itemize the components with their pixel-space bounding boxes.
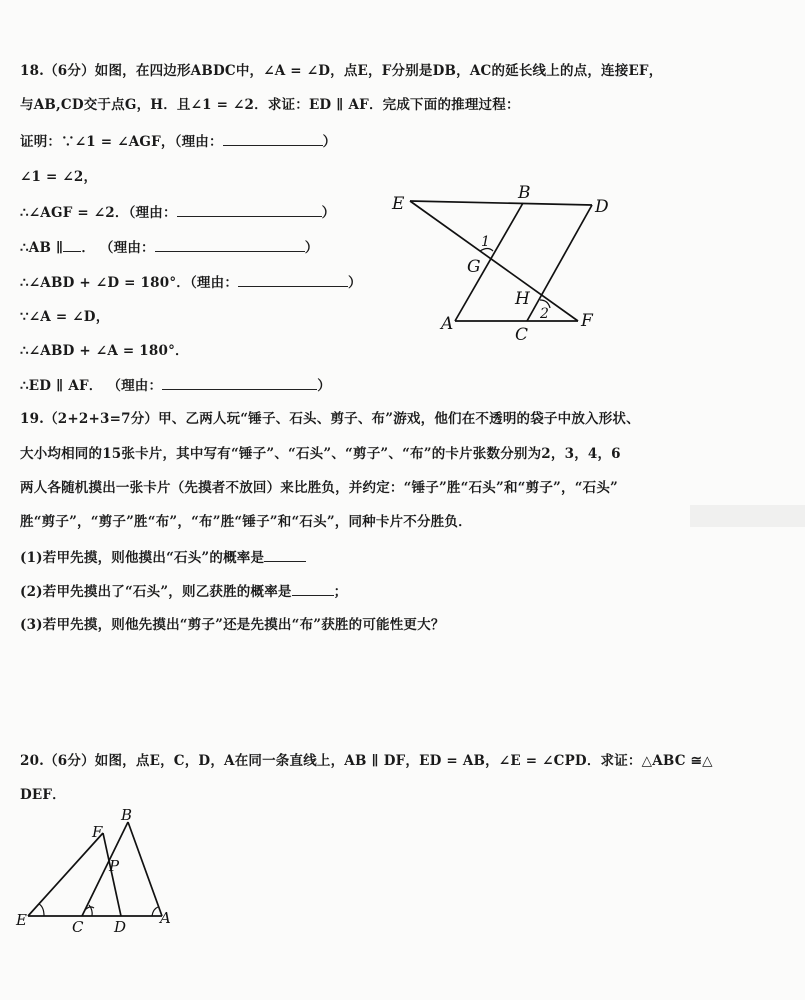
q20-label-c: C	[72, 918, 84, 936]
q18-step-2: ∠1 = ∠2，	[20, 169, 98, 185]
q19-part-1	[20, 548, 306, 567]
q20-label-e: E	[16, 911, 27, 929]
q20-label-b: B	[121, 806, 133, 824]
q18-label-2: 2	[540, 306, 549, 322]
q18-step-3	[20, 203, 335, 222]
q19-part-1-text: (1)若甲先摸，则他摸出“石头”的概率是	[20, 550, 265, 566]
q18-step-7: ∴∠ABD + ∠A = 180°．	[20, 343, 189, 359]
q18-label-1: 1	[481, 234, 490, 250]
q18-step-4-mid: ． （理由：	[81, 240, 155, 256]
q20-angle-a-arc	[152, 907, 158, 916]
q20-segment-ef	[28, 833, 103, 916]
q18-step-1-text: 证明：∵∠1 = ∠AGF，（理由：	[20, 134, 223, 150]
q18-step-8-close: ）	[317, 378, 331, 394]
q18-blank-1[interactable]	[223, 132, 323, 146]
q20-figure	[10, 800, 190, 940]
q18-blank-2[interactable]	[177, 203, 322, 217]
q20-label-p: P	[109, 857, 120, 875]
q19-text-line-1: 19.（2+2+3=7分）甲、乙两人玩“锤子、石头、剪子、布”游戏，他们在不透明的袋子中放入形状、	[20, 411, 640, 427]
scan-smudge	[690, 505, 805, 527]
q19-blank-1[interactable]	[264, 548, 306, 562]
q20-text-line-2: DEF．	[20, 787, 66, 803]
q18-label-c: C	[515, 325, 529, 345]
q19-part-2	[20, 582, 347, 601]
q18-label-d: D	[595, 197, 609, 217]
q18-step-1	[20, 132, 336, 151]
q18-segment-ed	[410, 201, 592, 205]
q18-segment-cd	[527, 205, 592, 321]
q18-step-1-close: ）	[322, 134, 337, 150]
q18-step-6: ∵∠A = ∠D，	[20, 309, 110, 325]
q18-figure	[380, 176, 610, 346]
q20-segment-ba	[128, 822, 162, 916]
q19-part-2-text: (2)若甲先摸出了“石头”，则乙获胜的概率是	[20, 584, 292, 600]
q18-step-5-close: ）	[348, 275, 362, 291]
q18-step-8	[20, 376, 331, 395]
q18-segment-ef	[410, 201, 578, 321]
q19-text-line-3: 两人各随机摸出一张卡片（先摸者不放回）来比胜负，并约定：“锤子”胜“石头”和“剪子”，“石头”	[20, 480, 619, 496]
q18-label-a: A	[441, 314, 454, 334]
q18-step-5	[20, 273, 362, 292]
q18-blank-3[interactable]	[63, 238, 81, 252]
q18-step-4-close: ）	[304, 240, 319, 256]
q18-label-e: E	[392, 194, 405, 214]
q18-step-4	[20, 238, 318, 257]
q18-step-8-text: ∴ED ∥ AF． （理由：	[20, 378, 163, 394]
q18-label-h: H	[515, 289, 530, 309]
q20-label-f: F	[92, 823, 103, 841]
q18-blank-5[interactable]	[238, 273, 348, 287]
q19-part-3: (3)若甲先摸，则他先摸出“剪子”还是先摸出“布”获胜的可能性更大？	[20, 617, 445, 633]
q19-text-line-4: 胜“剪子”，“剪子”胜“布”，“布”胜“锤子”和“石头”，同种卡片不分胜负．	[20, 514, 472, 530]
q20-label-d: D	[114, 918, 127, 936]
q20-angle-e-arc	[39, 904, 44, 916]
q18-step-5-text: ∴∠ABD + ∠D = 180°．（理由：	[20, 275, 239, 291]
q18-step-3-text: ∴∠AGF = ∠2．（理由：	[20, 205, 177, 221]
q18-segment-ab	[455, 203, 523, 321]
q18-text-line-2: 与AB,CD交于点G，H．且∠1 = ∠2．求证：ED ∥ AF．完成下面的推理过程：	[20, 97, 520, 113]
q19-part-2-end: ；	[333, 584, 348, 600]
q19-blank-2[interactable]	[292, 582, 334, 596]
q18-blank-6[interactable]	[162, 376, 317, 390]
q18-label-g: G	[467, 257, 481, 277]
q18-blank-4[interactable]	[155, 238, 305, 252]
q20-text-line-1: 20.（6分）如图，点E，C，D，A在同一条直线上，AB ∥ DF，ED = AB，∠E = ∠CPD．求证：△ABC ≅△	[20, 753, 713, 769]
q18-step-4-text: ∴AB ∥	[20, 240, 64, 256]
q18-label-f: F	[581, 311, 593, 331]
q20-label-a: A	[160, 909, 171, 927]
q19-text-line-2: 大小均相同的15张卡片，其中写有“锤子”、“石头”、“剪子”、“布”的卡片张数分别为2，3，4，6	[20, 446, 621, 462]
q18-step-3-close: ）	[321, 205, 336, 221]
q18-text-line-1: 18.（6分）如图，在四边形ABDC中，∠A = ∠D，点E，F分别是DB，AC的延长线上的点，连接EF，	[20, 63, 663, 79]
q18-label-b: B	[518, 183, 531, 203]
q20-segment-cb	[82, 822, 128, 916]
